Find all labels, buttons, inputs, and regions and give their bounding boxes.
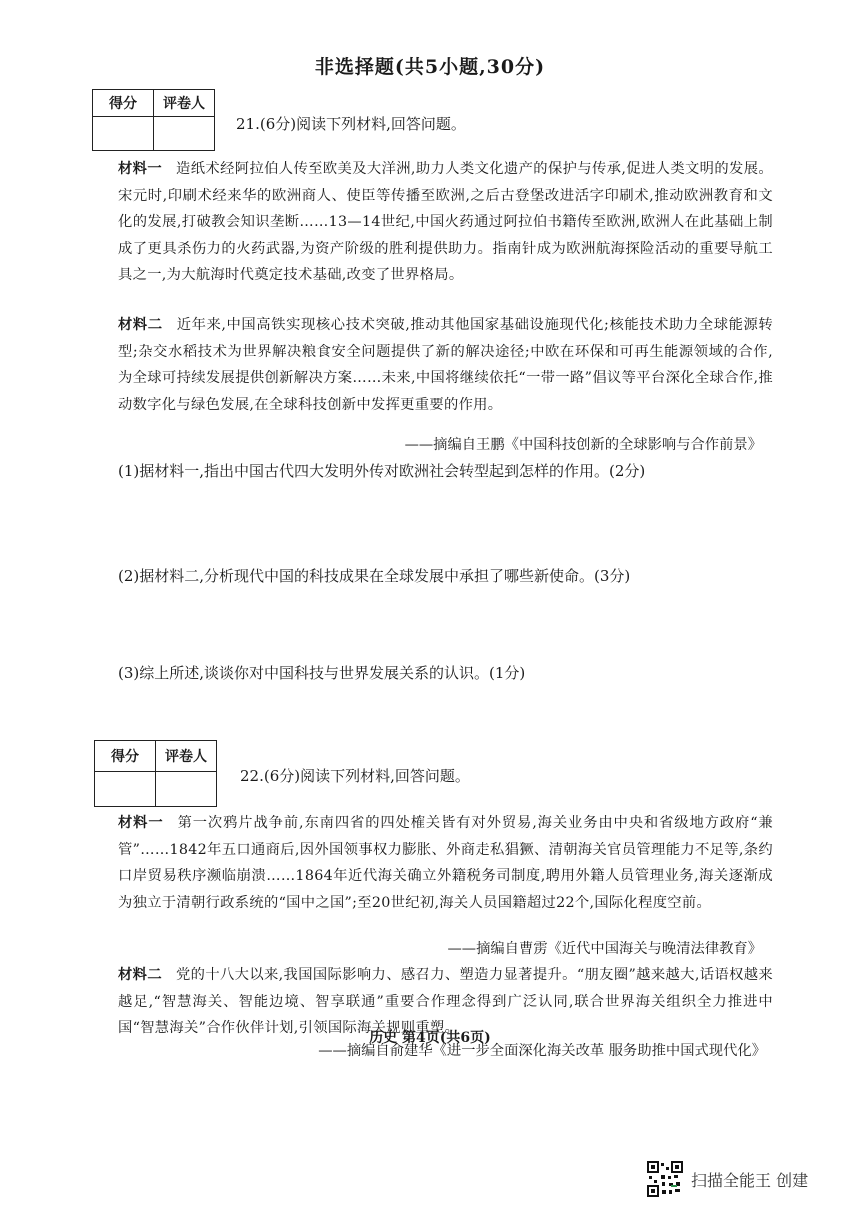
grader-header: 评卷人 <box>156 741 217 772</box>
q22-material-1-source: ——摘编自曹雳《近代中国海关与晚清法律教育》 <box>447 941 762 957</box>
score-cell[interactable] <box>95 772 156 807</box>
q21-sub-question-3: (3)综上所述,谈谈你对中国科技与世界发展关系的认识。(1分) <box>118 664 526 682</box>
q22-material-2-source: ——摘编自俞建华《进一步全面深化海关改革 服务助推中国式现代化》 <box>318 1043 766 1059</box>
material-label: 材料二 <box>118 317 163 333</box>
qr-code-icon <box>647 1161 683 1197</box>
score-header: 得分 <box>95 741 156 772</box>
section-title: 非选择题(共5小题,30分) <box>314 56 546 78</box>
q21-source: ——摘编自王鹏《中国科技创新的全球影响与合作前景》 <box>404 437 762 453</box>
material-label: 材料二 <box>118 967 162 983</box>
scanner-watermark <box>647 1161 808 1197</box>
score-table-21 <box>92 89 215 151</box>
score-header: 得分 <box>93 90 154 117</box>
q22-material-1 <box>118 810 773 916</box>
grader-cell[interactable] <box>154 117 215 151</box>
q21-sub-question-1: (1)据材料一,指出中国古代四大发明外传对欧洲社会转型起到怎样的作用。(2分) <box>118 462 646 480</box>
material-text: 第一次鸦片战争前,东南四省的四处榷关皆有对外贸易,海关业务由中央和省级地方政府“兼管”……1842年五口通商后,因外国领事权力膨胀、外商走私猖獗、清朝海关官员管理能力不足等,条约口岸贸易秩序濒临崩溃……1864年近代海关确立外籍税务司制度,聘用外籍人员管理业务,海关逐渐成为独立于清朝行政系统的“国中之国”;至20世纪初,海关人员国籍超过22个,国际化程度空前。 <box>118 815 773 911</box>
question-21-prompt: 21.(6分)阅读下列材料,回答问题。 <box>236 115 466 133</box>
material-label: 材料一 <box>118 161 163 177</box>
grader-header: 评卷人 <box>154 90 215 117</box>
q21-material-2 <box>118 312 773 418</box>
score-cell[interactable] <box>93 117 154 151</box>
material-text: 造纸术经阿拉伯人传至欧美及大洋洲,助力人类文化遗产的保护与传承,促进人类文明的发展。宋元时,印刷术经来华的欧洲商人、使臣等传播至欧洲,之后古登堡改进活字印刷术,推动欧洲教育和文化的发展,打破教会知识垄断……13—14世纪,中国火药通过阿拉伯书籍传至欧洲,欧洲人在此基础上制成了更具杀伤力的火药武器,为资产阶级的胜利提供助力。指南针成为欧洲航海探险活动的重要导航工具之一,为大航海时代奠定技术基础,改变了世界格局。 <box>118 161 773 283</box>
grader-cell[interactable] <box>156 772 217 807</box>
material-label: 材料一 <box>118 815 164 831</box>
q21-material-1 <box>118 156 773 289</box>
score-table-22 <box>94 740 217 807</box>
page-footer: 历史 第4页(共6页) <box>369 1030 491 1046</box>
material-text: 党的十八大以来,我国国际影响力、感召力、塑造力显著提升。“朋友圈”越来越大,话语权越来越足,“智慧海关、智能边境、智享联通”重要合作理念得到广泛认同,联合世界海关组织全力推进中国“智慧海关”合作伙伴计划,引领国际海关规则重塑。 <box>118 967 773 1036</box>
q21-sub-question-2: (2)据材料二,分析现代中国的科技成果在全球发展中承担了哪些新使命。(3分) <box>118 567 631 585</box>
watermark-text: 扫描全能王 创建 <box>691 1170 809 1190</box>
question-22-prompt: 22.(6分)阅读下列材料,回答问题。 <box>240 767 470 785</box>
material-text: 近年来,中国高铁实现核心技术突破,推动其他国家基础设施现代化;核能技术助力全球能源转型;杂交水稻技术为世界解决粮食安全问题提供了新的解决途径;中欧在环保和可再生能源领域的合作,为全球可持续发展提供创新解决方案……未来,中国将继续依托“一带一路”倡议等平台深化全球合作,推动数字化与绿色发展,在全球科技创新中发挥更重要的作用。 <box>118 317 773 413</box>
